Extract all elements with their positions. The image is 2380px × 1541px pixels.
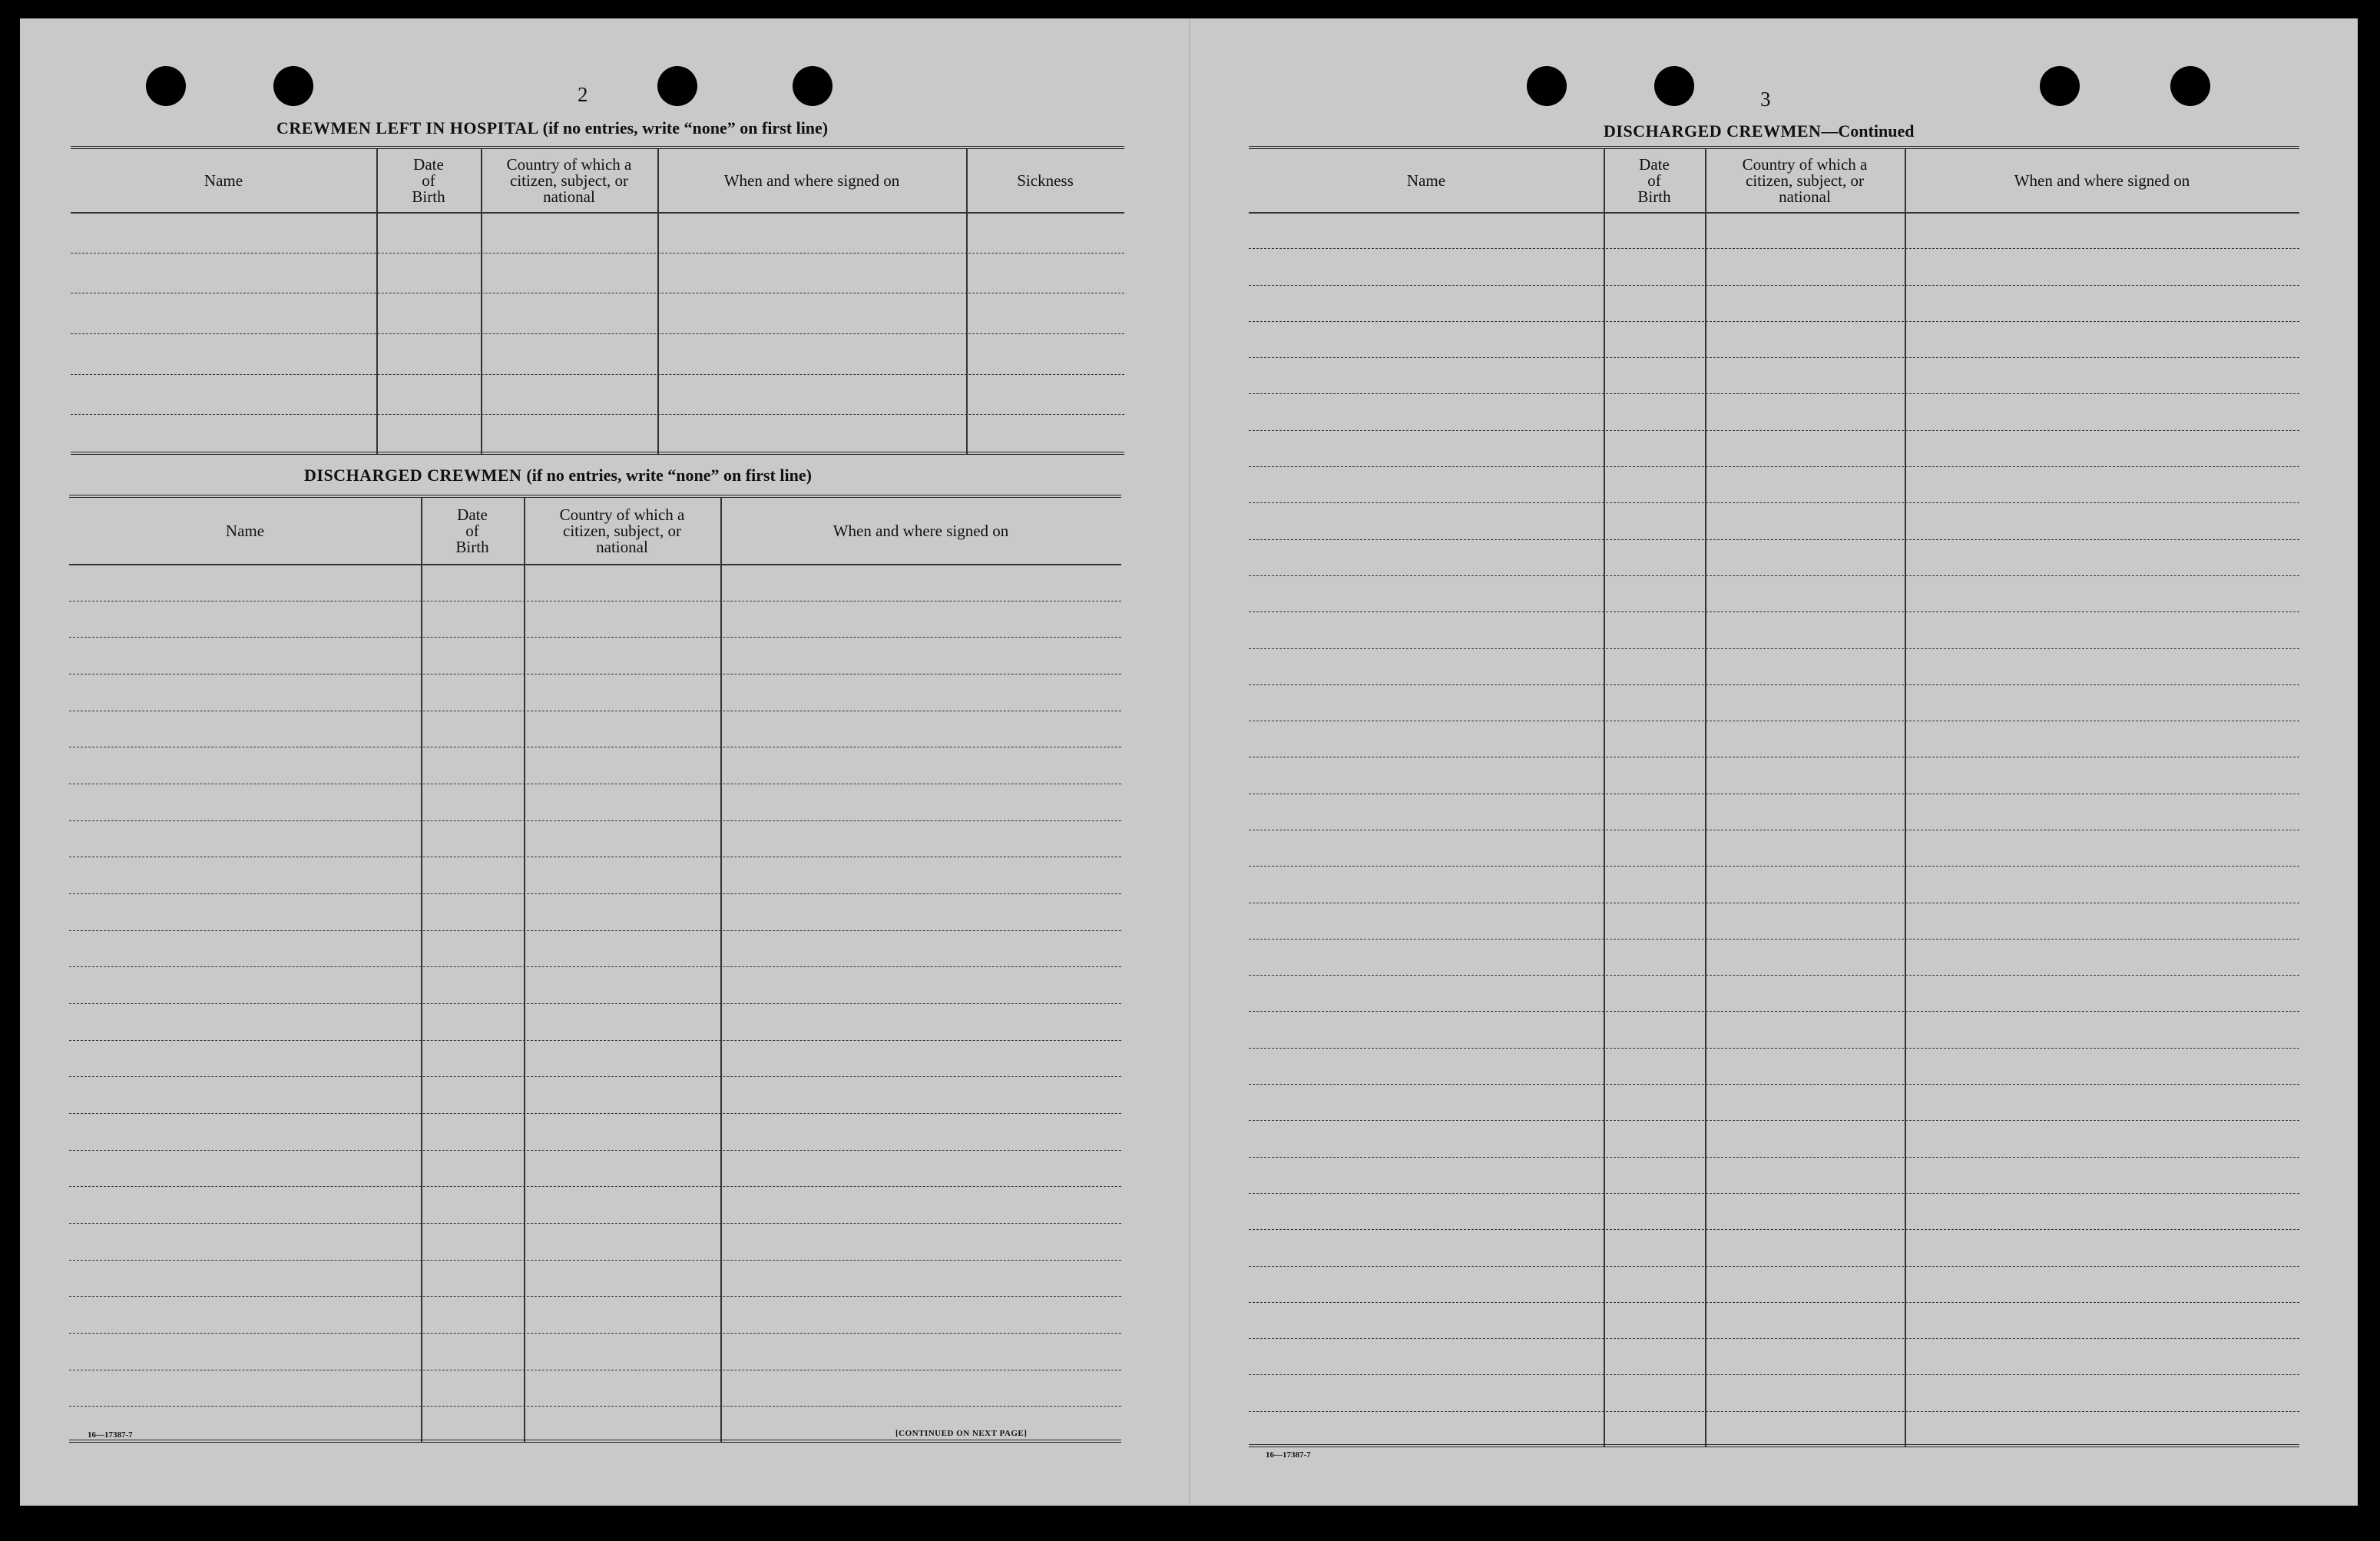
- table-row[interactable]: [1249, 393, 2299, 394]
- punch-hole: [1654, 66, 1694, 106]
- table-row[interactable]: [69, 1040, 1121, 1041]
- table-row[interactable]: [1249, 248, 2299, 249]
- column-header: Name: [1406, 171, 1446, 190]
- table-row[interactable]: [1249, 611, 2299, 612]
- column-header: Date of Birth: [412, 154, 445, 206]
- discharged-continued-title: [1604, 121, 1914, 141]
- table-row[interactable]: [69, 1113, 1121, 1114]
- table-column: [421, 498, 525, 1443]
- punch-hole: [1527, 66, 1567, 106]
- page-number: 3: [1760, 88, 1771, 111]
- punch-hole: [273, 66, 313, 106]
- table-row[interactable]: [1249, 1302, 2299, 1303]
- table-row[interactable]: [1249, 975, 2299, 976]
- table-row[interactable]: [69, 1076, 1121, 1077]
- column-header: Name: [204, 171, 243, 190]
- punch-hole: [2170, 66, 2210, 106]
- table-row[interactable]: [1249, 321, 2299, 322]
- table-row[interactable]: [1249, 357, 2299, 358]
- column-header: Country of which a citizen, subject, or national: [506, 154, 632, 206]
- column-header: Sickness: [1017, 171, 1074, 190]
- column-header: When and where signed on: [833, 521, 1009, 540]
- table-row[interactable]: [1249, 1266, 2299, 1267]
- table-row[interactable]: [69, 1003, 1121, 1004]
- column-header: When and where signed on: [723, 171, 900, 190]
- table-row[interactable]: [69, 1223, 1121, 1224]
- right-page: [1190, 18, 2358, 1506]
- table-row[interactable]: [69, 1186, 1121, 1187]
- table-row[interactable]: [1249, 502, 2299, 503]
- table-column: [1705, 149, 1906, 1447]
- table-row[interactable]: [1249, 285, 2299, 286]
- table-row[interactable]: [1249, 1338, 2299, 1339]
- table-row[interactable]: [71, 333, 1124, 334]
- discharged-title-text: DISCHARGED CREWMEN: [304, 466, 522, 485]
- table-row[interactable]: [71, 253, 1124, 254]
- form-number: 16—17387-7: [1266, 1450, 1311, 1460]
- punch-hole: [793, 66, 833, 106]
- table-row[interactable]: [1249, 939, 2299, 940]
- table-column: [1905, 149, 2299, 1447]
- table-column: [1249, 149, 1605, 1447]
- table-row[interactable]: [71, 414, 1124, 415]
- continued-suffix: —Continued: [1821, 121, 1915, 141]
- column-header: Name: [225, 521, 265, 540]
- table-row[interactable]: [69, 1406, 1121, 1407]
- table-row[interactable]: [69, 1150, 1121, 1151]
- continued-note: [CONTINUED ON NEXT PAGE]: [895, 1429, 1028, 1438]
- punch-hole: [146, 66, 186, 106]
- discharged-section-title: [304, 466, 812, 485]
- table-row[interactable]: [69, 820, 1121, 821]
- table-row[interactable]: [69, 1260, 1121, 1261]
- table-row[interactable]: [1249, 1157, 2299, 1158]
- discharged-continued-table: [1249, 146, 2299, 1447]
- punch-hole: [657, 66, 697, 106]
- table-row[interactable]: [1249, 1048, 2299, 1049]
- column-header: Country of which a citizen, subject, or national: [1742, 154, 1868, 206]
- table-row[interactable]: [69, 1296, 1121, 1297]
- table-row[interactable]: [1249, 1011, 2299, 1012]
- table-row[interactable]: [69, 966, 1121, 967]
- table-bottom-rule: [1249, 1444, 2299, 1447]
- table-column: [1604, 149, 1706, 1447]
- hospital-instruction: (if no entries, write “none” on first line): [542, 118, 829, 138]
- table-row[interactable]: [1249, 1193, 2299, 1194]
- table-bottom-rule: [71, 452, 1124, 455]
- table-column: [720, 498, 1121, 1443]
- left-page: [20, 18, 1189, 1506]
- discharged-instruction: (if no entries, write “none” on first line): [526, 466, 812, 485]
- table-row[interactable]: [69, 637, 1121, 638]
- hospital-section-title: [276, 118, 828, 138]
- table-row[interactable]: [1249, 1120, 2299, 1121]
- table-row[interactable]: [1249, 539, 2299, 540]
- table-bottom-rule: [69, 1440, 1121, 1443]
- table-row[interactable]: [69, 893, 1121, 894]
- discharged-continued-title-text: DISCHARGED CREWMEN: [1604, 121, 1822, 141]
- table-row[interactable]: [1249, 684, 2299, 685]
- table-row[interactable]: [1249, 1411, 2299, 1412]
- table-row[interactable]: [1249, 648, 2299, 649]
- hospital-table: [71, 146, 1124, 455]
- table-row[interactable]: [1249, 866, 2299, 867]
- hospital-title-text: CREWMEN LEFT IN HOSPITAL: [276, 118, 538, 138]
- table-row[interactable]: [1249, 430, 2299, 431]
- column-header: Date of Birth: [1637, 154, 1671, 206]
- table-row[interactable]: [1249, 575, 2299, 576]
- table-row[interactable]: [69, 1333, 1121, 1334]
- form-number: 16—17387-7: [88, 1430, 133, 1440]
- table-column: [524, 498, 722, 1443]
- table-row[interactable]: [1249, 466, 2299, 467]
- table-row[interactable]: [1249, 1374, 2299, 1375]
- table-column: [69, 498, 422, 1443]
- column-header: Date of Birth: [455, 505, 489, 556]
- column-header: When and where signed on: [2014, 171, 2190, 190]
- punch-hole: [2040, 66, 2080, 106]
- form-sheet: [20, 18, 2358, 1506]
- table-row[interactable]: [69, 930, 1121, 931]
- page-number: 2: [578, 83, 588, 106]
- table-row[interactable]: [1249, 1084, 2299, 1085]
- discharged-table: [69, 495, 1121, 1443]
- column-header: Country of which a citizen, subject, or national: [559, 505, 685, 556]
- table-row[interactable]: [71, 374, 1124, 375]
- table-row[interactable]: [1249, 1229, 2299, 1230]
